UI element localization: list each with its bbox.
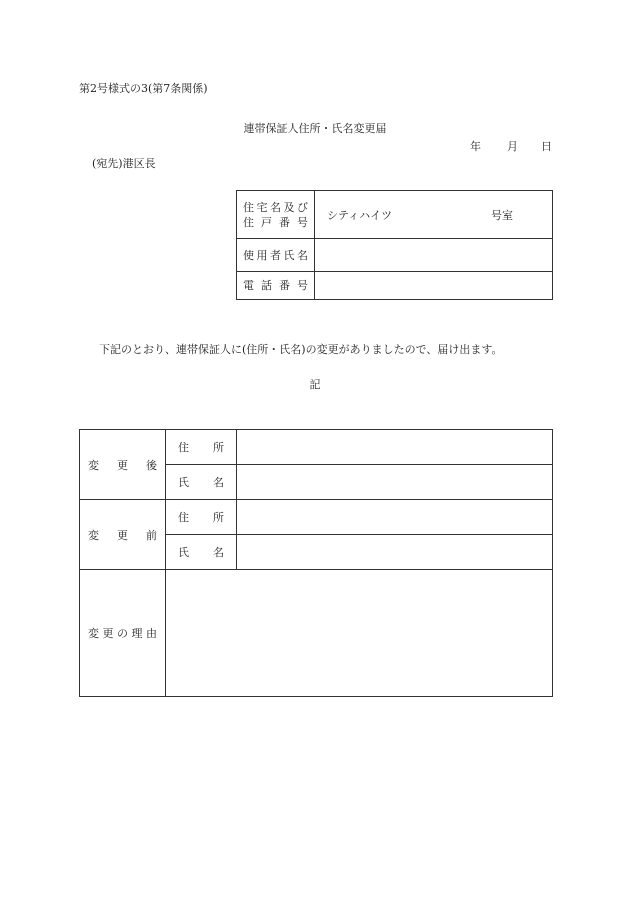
after-name-field[interactable] bbox=[237, 465, 553, 500]
addressee: (宛先)港区長 bbox=[92, 157, 156, 170]
housing-label bbox=[237, 191, 315, 239]
before-name-field[interactable] bbox=[237, 535, 553, 570]
change-table bbox=[79, 429, 553, 697]
after-address-label: 住所 bbox=[166, 430, 237, 465]
after-change-label: 変更後 bbox=[80, 430, 166, 500]
reason-field[interactable] bbox=[166, 570, 553, 697]
housing-label-line1: 住宅名及び bbox=[243, 200, 308, 214]
before-address-field[interactable] bbox=[237, 500, 553, 535]
user-name-field[interactable] bbox=[315, 239, 553, 272]
housing-label-line2: 住戸番号 bbox=[243, 215, 308, 229]
date-day-label: 日 bbox=[541, 140, 552, 153]
housing-field[interactable] bbox=[315, 191, 553, 239]
applicant-table bbox=[236, 190, 553, 300]
before-address-label: 住所 bbox=[166, 500, 237, 535]
form-number: 第2号様式の3(第7条関係) bbox=[79, 82, 208, 95]
document-title: 連帯保証人住所・氏名変更届 bbox=[243, 122, 387, 135]
building-name: シティハイツ bbox=[327, 209, 393, 222]
ki-heading: 記 bbox=[309, 378, 321, 391]
notice-text: 下記のとおり、連帯保証人に(住所・氏名)の変更がありましたので、届け出ます。 bbox=[99, 343, 503, 356]
phone-field[interactable] bbox=[315, 272, 553, 300]
after-address-field[interactable] bbox=[237, 430, 553, 465]
before-change-label: 変更前 bbox=[80, 500, 166, 570]
after-name-label: 氏名 bbox=[166, 465, 237, 500]
phone-label: 電話番号 bbox=[237, 272, 315, 300]
date-year-label: 年 bbox=[470, 140, 481, 153]
before-name-label: 氏名 bbox=[166, 535, 237, 570]
reason-label: 変更の理由 bbox=[80, 570, 166, 697]
date-month-label: 月 bbox=[507, 140, 518, 153]
user-name-label: 使用者氏名 bbox=[237, 239, 315, 272]
room-suffix: 号室 bbox=[491, 209, 513, 222]
